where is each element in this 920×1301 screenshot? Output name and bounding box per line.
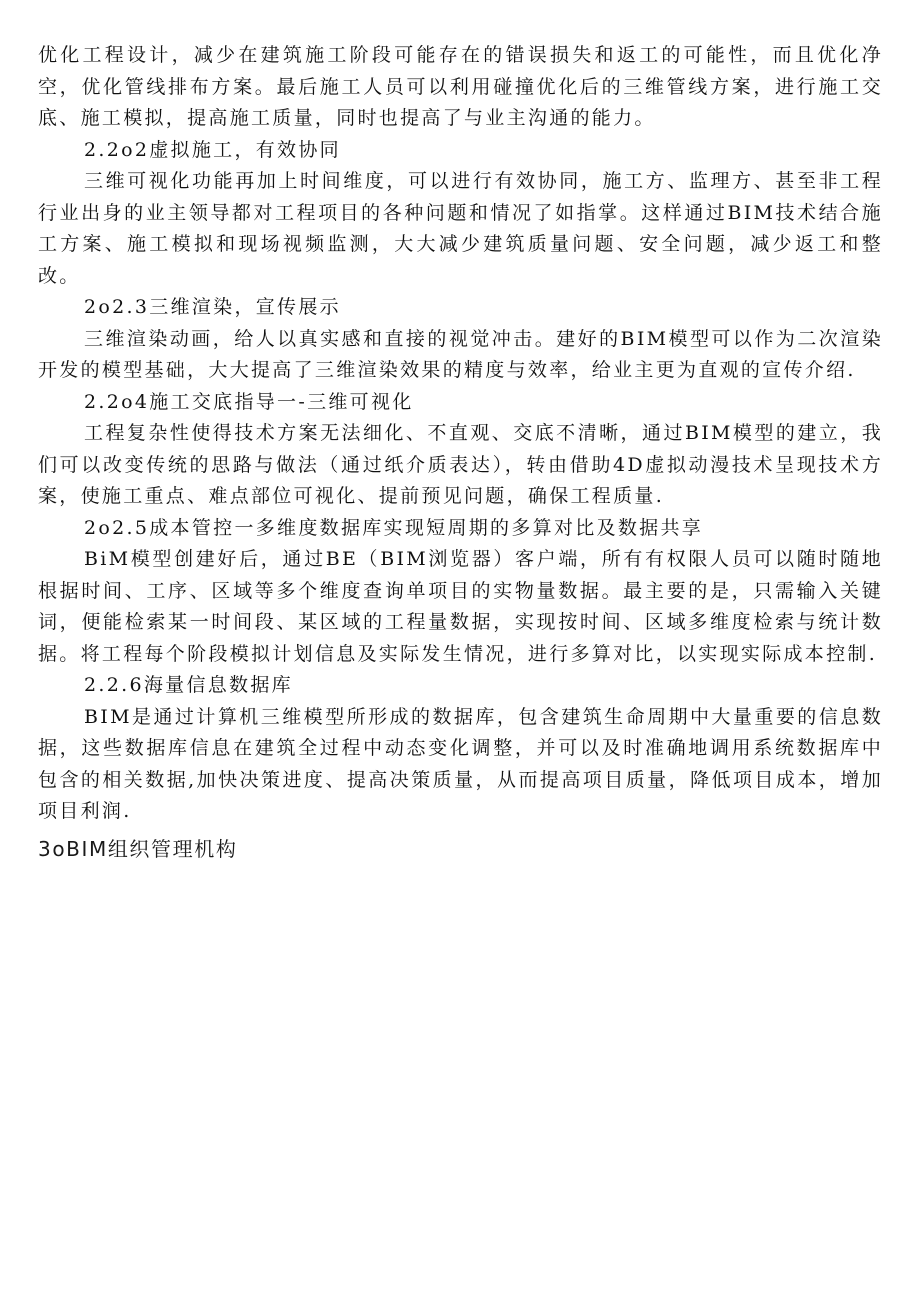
section-body-3d-rendering: 三维渲染动画，给人以真实感和直接的视觉冲击。建好的BIM模型可以作为二次渲染开发的模型基础，大大提高了三维渲染效果的精度与效率，给业主更为直观的宣传介绍. xyxy=(38,327,883,381)
section-heading-3d-rendering: 2o2.3三维渲染，宣传展示 xyxy=(84,296,341,318)
section-heading-information-database: 2.2.6海量信息数据库 xyxy=(84,674,293,696)
chapter-heading-bim-organization: 3oBIM组织管理机构 xyxy=(38,836,238,861)
section-heading-construction-briefing: 2.2o4施工交底指导一-三维可视化 xyxy=(84,390,414,413)
section-body-cost-control: BiM模型创建好后，通过BE（BIM浏览器）客户端，所有有权限人员可以随时随地根据时间、工序、区域等多个维度查询单项目的实物量数据。最主要的是，只需输入关键词，便能检索某一时间段、某区域的工程量数据，实现按时间、区域多维度检索与统计数据。将工程每个阶段模拟计划信息及实际发生情况，进行多算对比，以实现实际成本控制. xyxy=(38,548,883,665)
section-body-information-database: BIM是通过计算机三维模型所形成的数据库，包含建筑生命周期中大量重要的信息数据，这些数据库信息在建筑全过程中动态变化调整，并可以及时准确地调用系统数据库中包含的相关数据,加快决策进度、提高决策质量，从而提高项目质量，降低项目成本，增加项目利润. xyxy=(38,705,883,822)
document-page xyxy=(38,40,883,866)
section-body-construction-briefing: 工程复杂性使得技术方案无法细化、不直观、交底不清晰，通过BIM模型的建立，我们可以改变传统的思路与做法（通过纸介质表达），转由借助4D虚拟动漫技术呈现技术方案，使施工重点、难点部位可视化、提前预见问题，确保工程质量. xyxy=(38,422,883,507)
section-heading-cost-control: 2o2.5成本管控一多维度数据库实现短周期的多算对比及数据共享 xyxy=(84,516,704,539)
section-heading-virtual-construction: 2.2o2虚拟施工，有效协同 xyxy=(84,138,341,161)
section-body-virtual-construction: 三维可视化功能再加上时间维度，可以进行有效协同，施工方、监理方、甚至非工程行业出身的业主领导都对工程项目的各种问题和情况了如指掌。这样通过BIM技术结合施工方案、施工模拟和现场视频监测，大大减少建筑质量问题、安全问题，减少返工和整改。 xyxy=(38,170,883,287)
intro-paragraph: 优化工程设计，减少在建筑施工阶段可能存在的错误损失和返工的可能性，而且优化净空，优化管线排布方案。最后施工人员可以利用碰撞优化后的三维管线方案，进行施工交底、施工模拟，提高施工质量，同时也提高了与业主沟通的能力。 xyxy=(38,44,883,129)
